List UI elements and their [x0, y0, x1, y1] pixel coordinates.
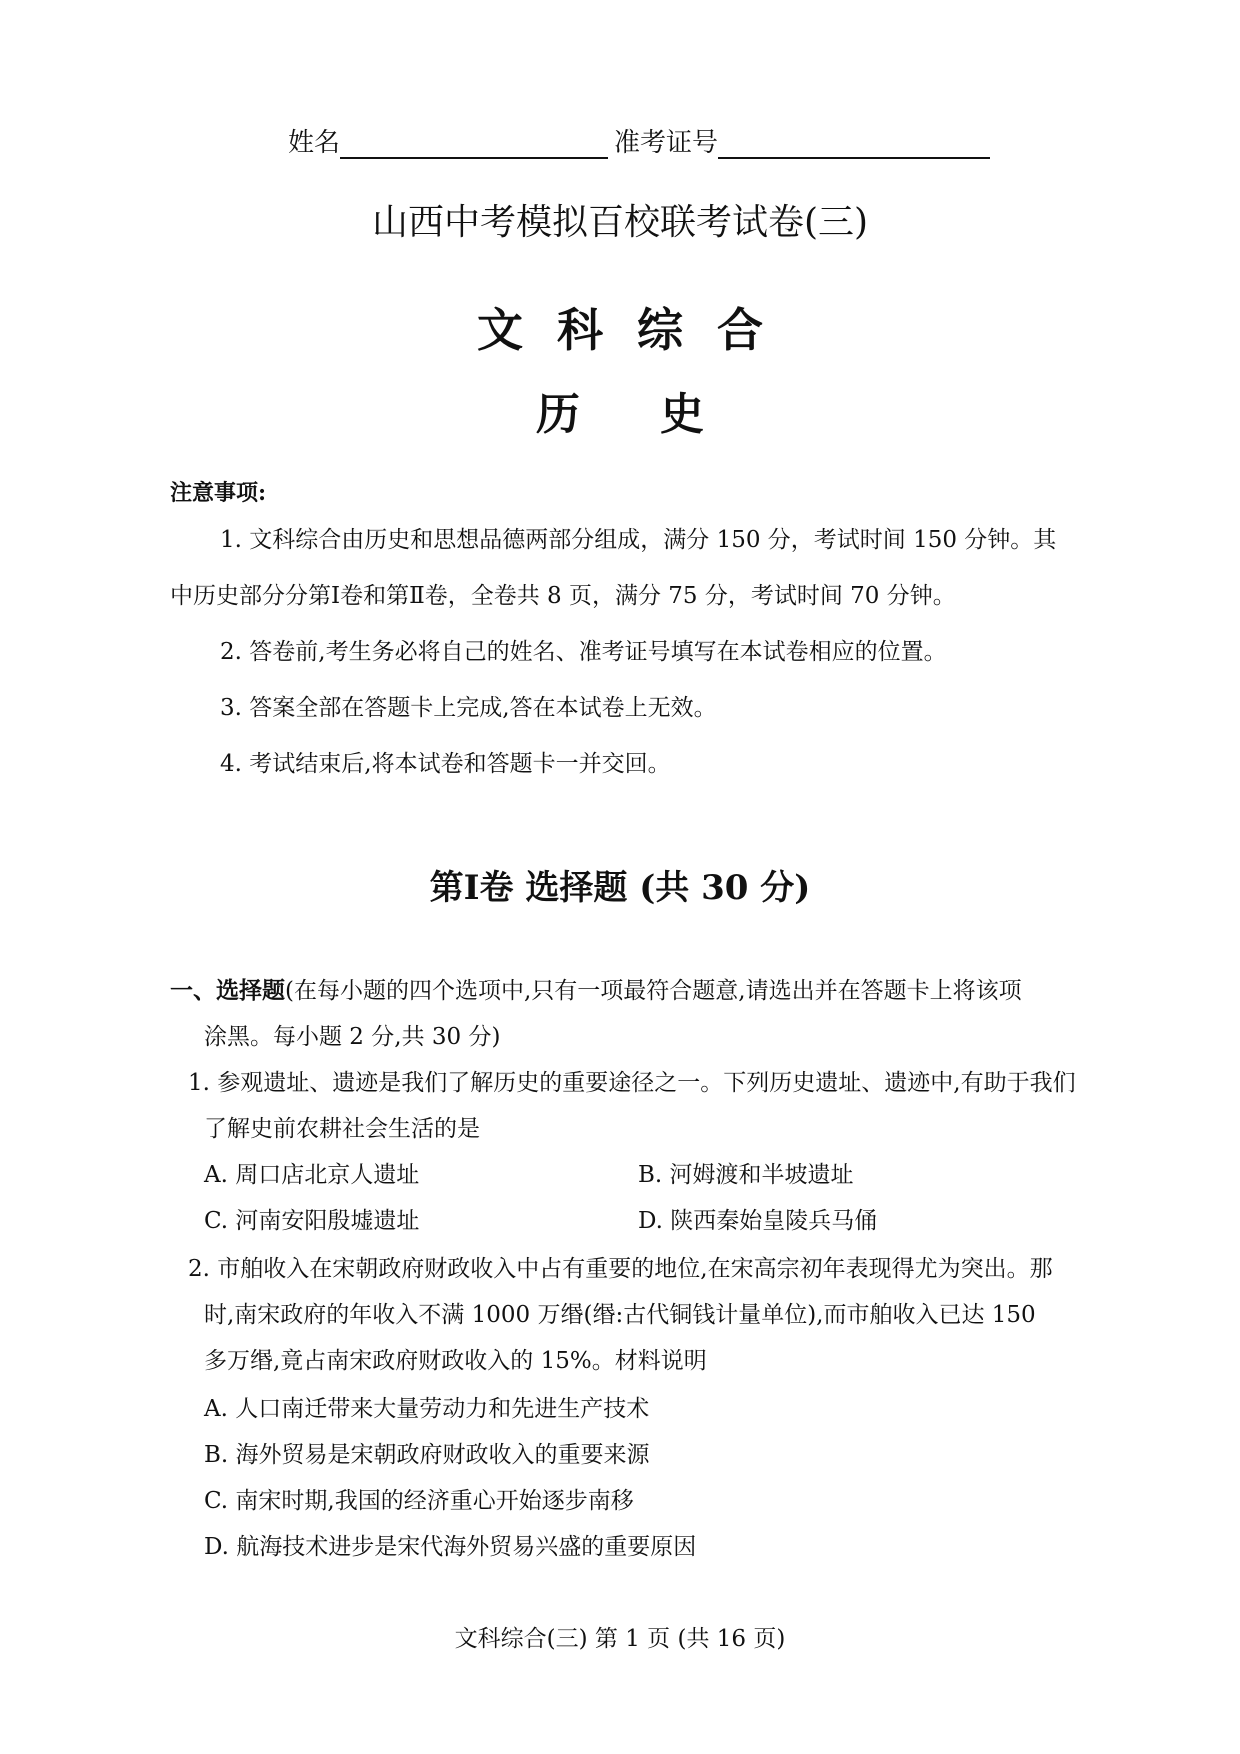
q1-option-a: A. 周口店北京人遗址 [204, 1162, 420, 1188]
q2-option-d: D. 航海技术进步是宋代海外贸易兴盛的重要原因 [204, 1534, 697, 1560]
exam-id-blank [718, 131, 990, 159]
notice-item-2: 2. 答卷前,考生务必将自己的姓名、准考证号填写在本试卷相应的位置。 [220, 639, 947, 665]
q1-option-b: B. 河姆渡和半坡遗址 [638, 1162, 854, 1188]
notice-item-1b: 中历史部分分第Ⅰ卷和第Ⅱ卷，全卷共 8 页，满分 75 分，考试时间 70 分钟。 [170, 583, 956, 609]
q1-stem-2: 了解史前农耕社会生活的是 [204, 1116, 480, 1142]
q2-option-b: B. 海外贸易是宋朝政府财政收入的重要来源 [204, 1442, 650, 1468]
q1-stem-1: 1. 参观遗址、遗迹是我们了解历史的重要途径之一。下列历史遗址、遗迹中,有助于我们 [188, 1070, 1076, 1096]
subject-title: 文科综合 [477, 303, 797, 357]
q2-option-a: A. 人口南迁带来大量劳动力和先进生产技术 [204, 1396, 650, 1422]
name-blank [340, 131, 608, 159]
notice-item-1a: 1. 文科综合由历史和思想品德两部分组成，满分 150 分，考试时间 150 分钟。其 [220, 527, 1057, 553]
q1-option-d: D. 陕西秦始皇陵兵马俑 [638, 1208, 878, 1234]
q2-option-c: C. 南宋时期,我国的经济重心开始逐步南移 [204, 1488, 634, 1514]
part1-instruction-2: 涂黑。每小题 2 分,共 30 分) [204, 1024, 501, 1050]
part1-label: 一、选择题 [170, 977, 285, 1004]
part1-instruction-text: (在每小题的四个选项中,只有一项最符合题意,请选出并在答题卡上将该项 [285, 978, 1022, 1004]
q2-stem-1: 2. 市舶收入在宋朝政府财政收入中占有重要的地位,在宋高宗初年表现得尤为突出。那 [188, 1256, 1053, 1282]
candidate-info-line [288, 122, 990, 159]
page-footer: 文科综合(三) 第 1 页 (共 16 页) [454, 1626, 786, 1652]
subsubject-title: 历史 [536, 389, 784, 440]
exam-title: 山西中考模拟百校联考试卷(三) [371, 202, 869, 243]
q1-option-c: C. 河南安阳殷墟遗址 [204, 1208, 420, 1234]
section-title: 第Ⅰ卷 选择题 (共 30 分) [429, 868, 811, 908]
part1-instruction-1 [170, 972, 1022, 1005]
notice-heading: 注意事项: [170, 480, 267, 506]
q2-stem-3: 多万缗,竟占南宋政府财政收入的 15%。材料说明 [204, 1348, 707, 1374]
q2-stem-2: 时,南宋政府的年收入不满 1000 万缗(缗:古代铜钱计量单位),而市舶收入已达 150 [204, 1302, 1036, 1328]
exam-id-label: 准考证号 [614, 128, 719, 158]
notice-list [170, 512, 1110, 792]
notice-item-3: 3. 答案全部在答题卡上完成,答在本试卷上无效。 [220, 695, 717, 721]
notice-item-4: 4. 考试结束后,将本试卷和答题卡一并交回。 [220, 751, 671, 777]
name-label: 姓名 [288, 128, 341, 158]
